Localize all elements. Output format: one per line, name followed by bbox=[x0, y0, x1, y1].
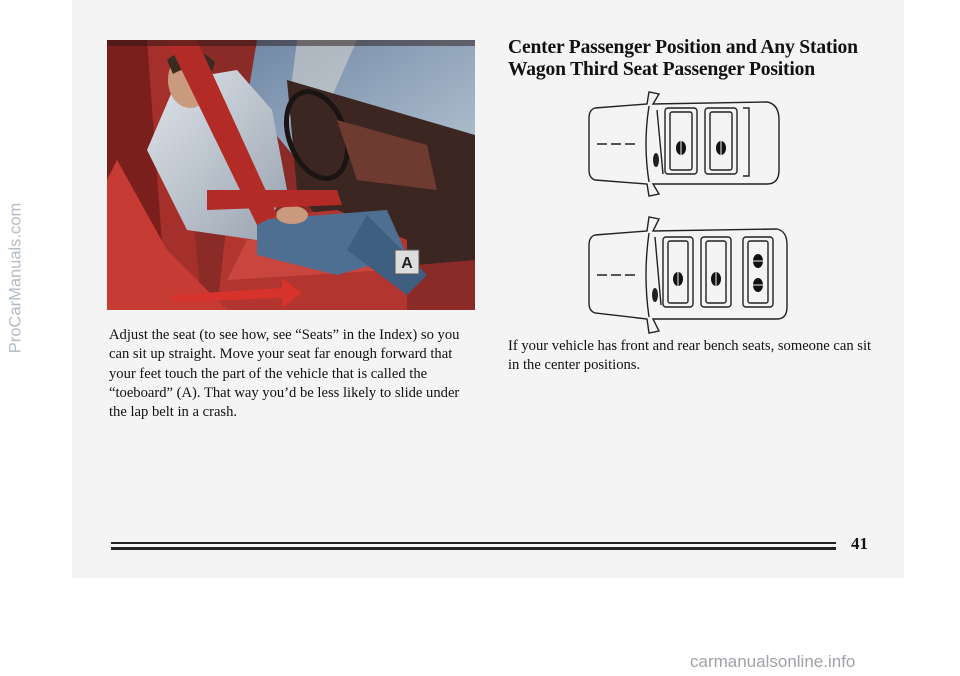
seat-position-photo bbox=[107, 40, 475, 310]
footer-rule-thick bbox=[111, 547, 836, 550]
side-watermark-text: ProCarManuals.com bbox=[6, 202, 25, 354]
page-number: 41 bbox=[851, 534, 868, 553]
footer-rule-thin bbox=[111, 542, 836, 544]
side-watermark bbox=[0, 172, 36, 384]
section-heading: Center Passenger Position and Any Station Wagon Third Seat Passenger Position bbox=[508, 37, 858, 80]
toeboard-callout-label: A bbox=[401, 255, 413, 272]
station-wagon-seating-diagram bbox=[587, 215, 792, 337]
sedan-seating-diagram bbox=[587, 90, 782, 198]
bottom-watermark: carmanualsonline.info bbox=[690, 652, 856, 671]
seat-adjustment-paragraph: Adjust the seat (to see how, see “Seats” in the Index) so you can sit up straight. Move your seat far enough forward that your feet touch the part of the vehicle that is called the “toeboard” (A). That way you’d be less likely to slide under the lap belt in a crash. bbox=[109, 327, 460, 421]
center-position-paragraph: If your vehicle has front and rear bench seats, someone can sit in the center positions. bbox=[508, 338, 872, 374]
